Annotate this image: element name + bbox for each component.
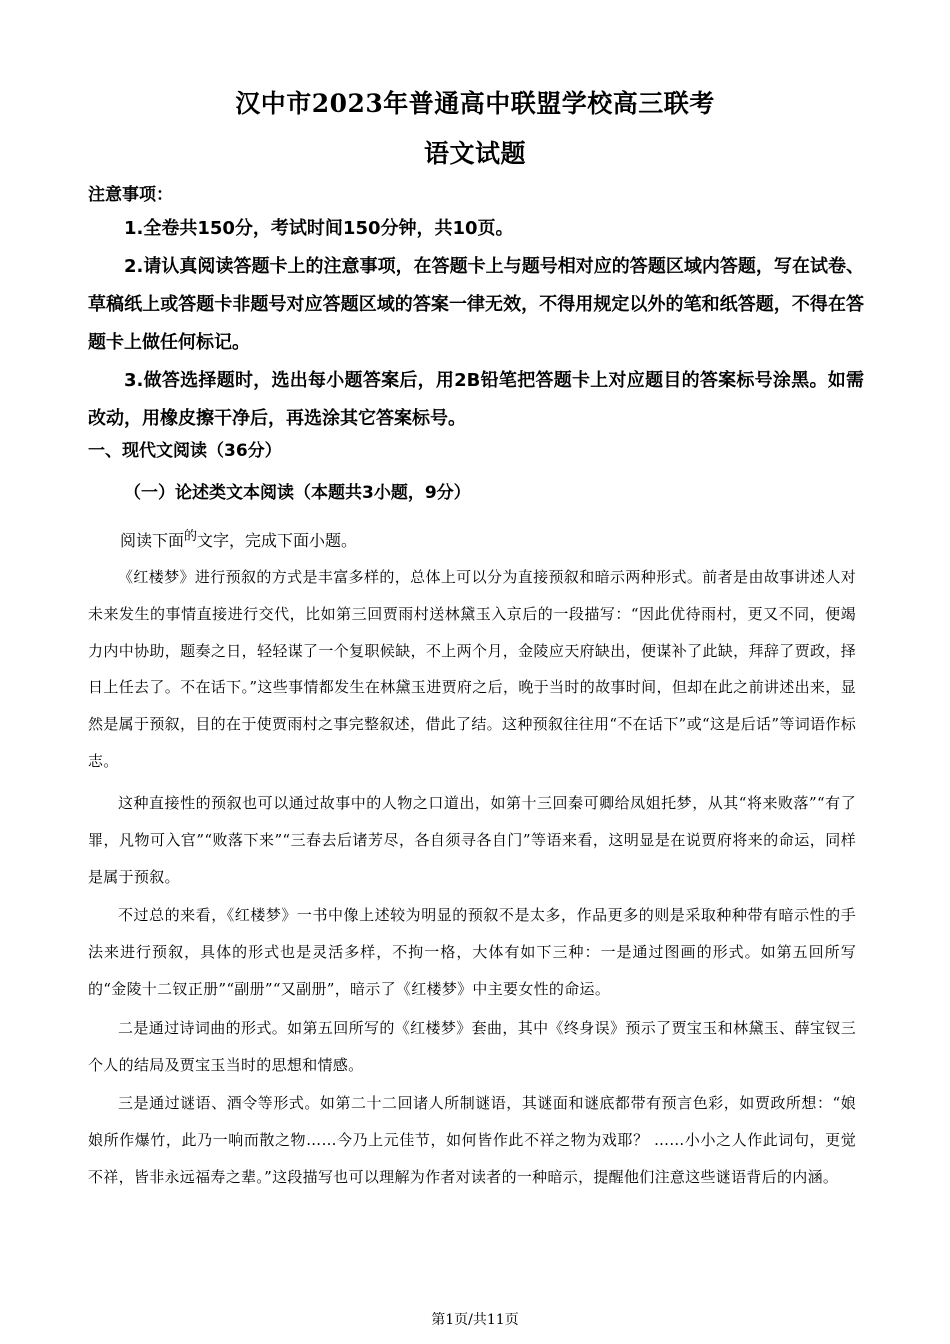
passage-paragraph-3: 不过总的来看，《红楼梦》一书中像上述较为明显的预叙不是太多，作品更多的则是采取种种带有暗示性的手法来进行预叙，具体的形式也是灵活多样，不拘一格，大体有如下三种：一是通过图画的形式。如第五回所写的“金陵十二钗正册”“副册”“又副册”，暗示了《红楼梦》中主要女性的命运。 — [88, 906, 856, 998]
page-number: 第1页/共11页 — [431, 1312, 519, 1328]
passage-paragraph-5: 三是通过谜语、酒令等形式。如第二十二回诸人所制谜语，其谜面和谜底都带有预言色彩，如贾政所想：“娘娘所作爆竹，此乃一响而散之物……今乃上元佳节，如何皆作此不祥之物为戏耶？ ……小小之人作此词句，更觉不祥，皆非永远福寿之辈。”这段描写也可以理解为作者对读者的一种暗示，提醒他们注意这些谜语背后的内涵。 — [88, 1094, 856, 1186]
notice-heading: 注意事项： — [88, 185, 173, 205]
notice-item-3: 3.做答选择题时，选出每小题答案后，用2B铅笔把答题卡上对应题目的答案标号涂黑。如需改动，用橡皮擦干净后，再选涂其它答案标号。 — [88, 370, 864, 429]
section-heading: 一、现代文阅读（36分） — [88, 441, 282, 461]
subsection-heading: （一）论述类文本阅读（本题共3小题，9分） — [124, 483, 471, 503]
notice-item-1: 1.全卷共150分，考试时间150分钟，共10页。 — [124, 218, 514, 239]
instruction-superscript: 的 — [184, 529, 198, 544]
instruction-text-start: 阅读下面 — [120, 531, 185, 550]
passage-paragraph-2: 这种直接性的预叙也可以通过故事中的人物之口道出，如第十三回秦可卿给凤姐托梦，从其“将来败落”“有了罪，凡物可入官”“败落下来”“三春去后诸芳尽，各自须寻各自门”等语来看，这明显是在说贾府将来的命运，同样是属于预叙。 — [88, 794, 856, 886]
instruction-text-end: 文字，完成下面小题。 — [197, 531, 358, 550]
exam-title: 汉中市2023年普通高中联盟学校高三联考 — [235, 89, 715, 118]
passage-paragraph-4: 二是通过诗词曲的形式。如第五回所写的《红楼梦》套曲，其中《终身误》预示了贾宝玉和林黛玉、薛宝钗三个人的结局及贾宝玉当时的思想和情感。 — [88, 1019, 856, 1074]
exam-subject: 语文试题 — [423, 139, 526, 168]
notice-item-2: 2.请认真阅读答题卡上的注意事项，在答题卡上与题号相对应的答题区域内答题，写在试卷、草稿纸上或答题卡非题号对应答题区域的答案一律无效，不得用规定以外的笔和纸答题，不得在答题卡上做任何标记。 — [88, 256, 864, 353]
reading-instruction — [120, 525, 357, 551]
passage-paragraph-1: 《红楼梦》进行预叙的方式是丰富多样的，总体上可以分为直接预叙和暗示两种形式。前者是由故事讲述人对未来发生的事情直接进行交代，比如第三回贾雨村送林黛玉入京后的一段描写：“因此优待雨村，更又不同，便竭力内中协助，题奏之日，轻轻谋了一个复职候缺，不上两个月，金陵应天府缺出，便谋补了此缺，拜辞了贾政，择日上任去了。不在话下。”这些事情都发生在林黛玉进贾府之后，晚于当时的故事时间，但却在此之前讲述出来，显然是属于预叙，目的在于使贾雨村之事完整叙述，借此了结。这种预叙往往用“不在话下”或“这是后话”等词语作标志。 — [88, 568, 856, 770]
